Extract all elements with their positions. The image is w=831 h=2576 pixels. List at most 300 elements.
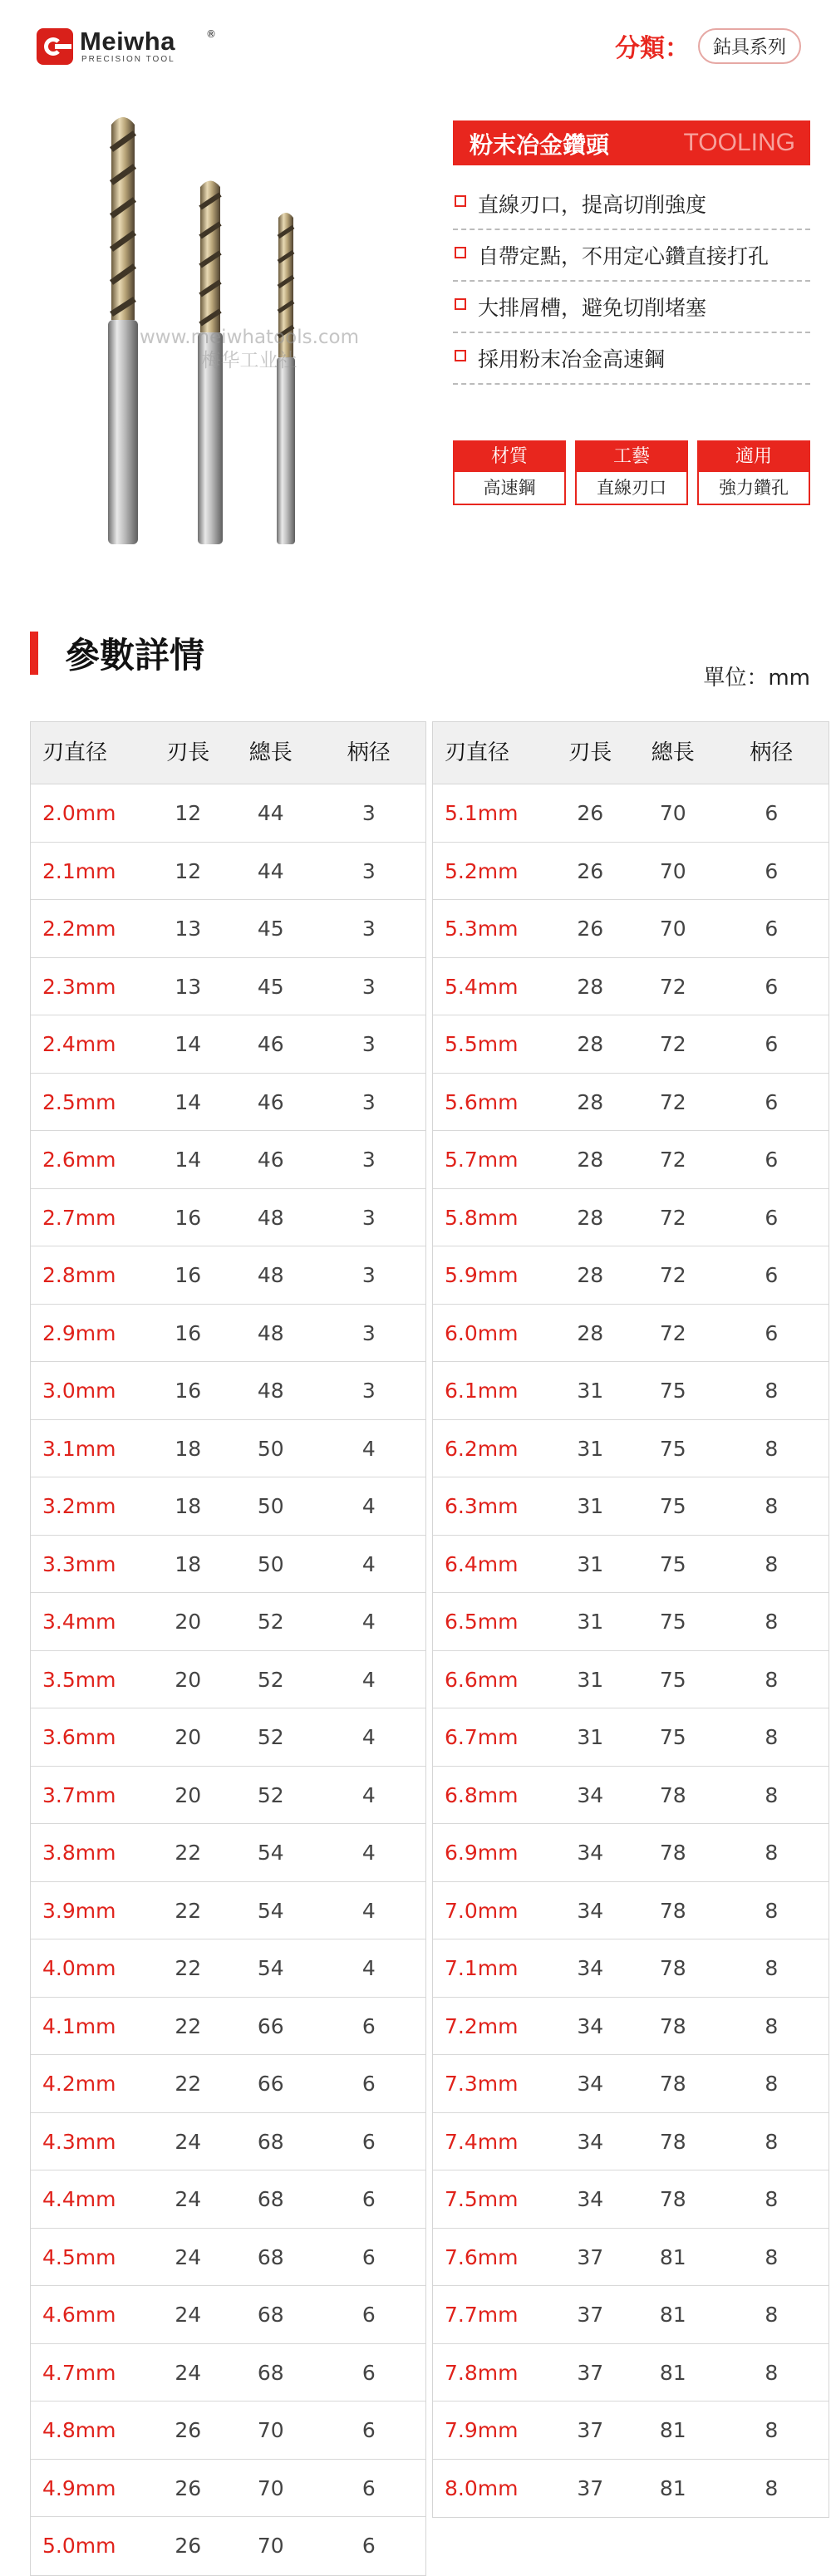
cell-overall-length: 50: [257, 1436, 284, 1461]
product-title-en: TOOLING: [683, 129, 795, 156]
table-row: [433, 784, 829, 843]
cell-shank-diameter: 4: [361, 1725, 376, 1749]
cell-overall-length: 48: [257, 1205, 284, 1230]
cell-diameter: 6.2mm: [445, 1436, 519, 1461]
cell-shank-diameter: 8: [765, 1667, 779, 1692]
cell-overall-length: 72: [659, 1320, 686, 1345]
table-row: [31, 843, 425, 901]
cell-diameter: 2.1mm: [42, 858, 116, 883]
header-diameter: 刃直径: [445, 740, 510, 765]
table-body: [433, 784, 829, 2517]
cell-overall-length: 70: [659, 917, 686, 941]
cell-shank-diameter: 4: [361, 1956, 376, 1980]
cell-shank-diameter: 8: [765, 2303, 779, 2327]
cell-flute-length: 34: [577, 2129, 604, 2154]
cell-diameter: 3.0mm: [42, 1379, 116, 1403]
unit-label: 單位：mm: [703, 666, 810, 691]
cell-overall-length: 72: [659, 974, 686, 999]
cell-overall-length: 54: [257, 1841, 284, 1865]
table-row: [433, 1189, 829, 1247]
cell-diameter: 5.0mm: [42, 2534, 116, 2558]
cell-diameter: 7.3mm: [445, 2072, 519, 2096]
cell-overall-length: 68: [257, 2244, 284, 2269]
table-row: [433, 2344, 829, 2402]
feature-item: [453, 333, 810, 385]
table-row: [433, 1246, 829, 1305]
cell-overall-length: 70: [257, 2475, 284, 2500]
table-row: [433, 2460, 829, 2518]
logo-mark-icon: [37, 28, 73, 65]
table-row: [433, 1767, 829, 1825]
section-accent-bar: [30, 632, 38, 675]
cell-overall-length: 66: [257, 2013, 284, 2038]
cell-diameter: 6.6mm: [445, 1667, 519, 1692]
table-row: [31, 1998, 425, 2056]
cell-diameter: 5.5mm: [445, 1032, 519, 1056]
cell-flute-length: 24: [175, 2129, 202, 2154]
cell-diameter: 3.3mm: [42, 1551, 116, 1576]
cell-overall-length: 45: [257, 917, 284, 941]
cell-flute-length: 16: [175, 1320, 202, 1345]
cell-diameter: 7.4mm: [445, 2129, 519, 2154]
cell-shank-diameter: 4: [361, 1610, 376, 1634]
cell-diameter: 2.2mm: [42, 917, 116, 941]
cell-shank-diameter: 6: [765, 1089, 779, 1114]
table-row: [31, 2113, 425, 2171]
table-header: [433, 722, 829, 784]
cell-diameter: 4.9mm: [42, 2475, 116, 2500]
table-row: [433, 2113, 829, 2171]
cell-shank-diameter: 4: [361, 1898, 376, 1923]
cell-overall-length: 52: [257, 1667, 284, 1692]
table-row: [31, 1477, 425, 1536]
cell-shank-diameter: 3: [361, 801, 376, 825]
cell-shank-diameter: 8: [765, 1551, 779, 1576]
table-row: [31, 1246, 425, 1305]
cell-diameter: 6.9mm: [445, 1841, 519, 1865]
cell-flute-length: 26: [175, 2475, 202, 2500]
cell-shank-diameter: 3: [361, 858, 376, 883]
table-row: [31, 1939, 425, 1998]
cell-diameter: 3.5mm: [42, 1667, 116, 1692]
header-shank-diameter: 柄径: [347, 740, 391, 765]
cell-overall-length: 46: [257, 1032, 284, 1056]
cell-shank-diameter: 6: [361, 2187, 376, 2211]
table-row: [433, 1536, 829, 1594]
cell-diameter: 3.7mm: [42, 1782, 116, 1807]
cell-diameter: 2.0mm: [42, 801, 116, 825]
cell-overall-length: 78: [659, 2129, 686, 2154]
cell-flute-length: 26: [577, 917, 604, 941]
cell-diameter: 4.0mm: [42, 1956, 116, 1980]
table-row: [31, 784, 425, 843]
cell-overall-length: 72: [659, 1148, 686, 1172]
cell-diameter: 6.3mm: [445, 1494, 519, 1518]
cell-flute-length: 13: [175, 974, 202, 999]
cell-shank-diameter: 4: [361, 1494, 376, 1518]
cell-overall-length: 70: [257, 2534, 284, 2558]
cell-flute-length: 31: [577, 1725, 604, 1749]
cell-shank-diameter: 6: [765, 974, 779, 999]
cell-overall-length: 81: [659, 2244, 686, 2269]
cell-overall-length: 75: [659, 1436, 686, 1461]
cell-flute-length: 28: [577, 1263, 604, 1287]
cell-flute-length: 13: [175, 917, 202, 941]
cell-flute-length: 22: [175, 1898, 202, 1923]
cell-shank-diameter: 6: [361, 2303, 376, 2327]
table-row: [433, 1998, 829, 2056]
cell-flute-length: 14: [175, 1032, 202, 1056]
cell-diameter: 3.2mm: [42, 1494, 116, 1518]
cell-shank-diameter: 8: [765, 1956, 779, 1980]
cell-shank-diameter: 6: [765, 1320, 779, 1345]
cell-overall-length: 78: [659, 1782, 686, 1807]
table-row: [433, 2401, 829, 2460]
header-flute-length: 刃長: [568, 740, 612, 765]
square-bullet-icon: [455, 247, 466, 258]
cell-diameter: 4.8mm: [42, 2418, 116, 2442]
cell-diameter: 4.2mm: [42, 2072, 116, 2096]
cell-flute-length: 26: [175, 2534, 202, 2558]
cell-shank-diameter: 4: [361, 1667, 376, 1692]
cell-flute-length: 31: [577, 1494, 604, 1518]
square-bullet-icon: [455, 298, 466, 310]
cell-shank-diameter: 6: [765, 801, 779, 825]
cell-flute-length: 14: [175, 1148, 202, 1172]
cell-flute-length: 28: [577, 1032, 604, 1056]
cell-flute-length: 37: [577, 2360, 604, 2385]
table-row: [31, 1420, 425, 1478]
cell-overall-length: 78: [659, 1898, 686, 1923]
cell-shank-diameter: 4: [361, 1551, 376, 1576]
cell-shank-diameter: 8: [765, 1379, 779, 1403]
cell-shank-diameter: 4: [361, 1841, 376, 1865]
category: [615, 28, 801, 63]
cell-shank-diameter: 8: [765, 1898, 779, 1923]
cell-overall-length: 75: [659, 1494, 686, 1518]
cell-flute-length: 34: [577, 2013, 604, 2038]
logo-name: Meiwha: [80, 27, 175, 56]
cell-overall-length: 75: [659, 1379, 686, 1403]
table-row: [31, 1824, 425, 1882]
cell-flute-length: 37: [577, 2303, 604, 2327]
feature-list: [453, 179, 810, 385]
header-shank-diameter: 柄径: [750, 740, 794, 765]
cell-shank-diameter: 8: [765, 1436, 779, 1461]
table-row: [31, 2229, 425, 2287]
cell-flute-length: 31: [577, 1667, 604, 1692]
cell-flute-length: 12: [175, 858, 202, 883]
cell-overall-length: 68: [257, 2129, 284, 2154]
spec-table-right: [432, 721, 829, 2518]
product-title-bar: [453, 120, 810, 165]
cell-diameter: 7.2mm: [445, 2013, 519, 2038]
table-row: [31, 900, 425, 958]
cell-shank-diameter: 6: [361, 2244, 376, 2269]
tag-title: 適用: [699, 442, 809, 472]
tag-value: 高速鋼: [483, 478, 536, 498]
feature-text: 直線刃口，提高切削強度: [478, 193, 707, 217]
table-row: [433, 2229, 829, 2287]
cell-diameter: 2.7mm: [42, 1205, 116, 1230]
cell-shank-diameter: 6: [361, 2534, 376, 2558]
cell-overall-length: 78: [659, 2072, 686, 2096]
cell-flute-length: 37: [577, 2475, 604, 2500]
cell-flute-length: 34: [577, 1841, 604, 1865]
cell-shank-diameter: 3: [361, 917, 376, 941]
cell-diameter: 3.6mm: [42, 1725, 116, 1749]
cell-diameter: 7.6mm: [445, 2244, 519, 2269]
cell-diameter: 7.8mm: [445, 2360, 519, 2385]
cell-diameter: 4.5mm: [42, 2244, 116, 2269]
cell-flute-length: 24: [175, 2360, 202, 2385]
cell-shank-diameter: 6: [765, 1263, 779, 1287]
table-row: [31, 1882, 425, 1940]
table-row: [433, 1305, 829, 1363]
cell-shank-diameter: 4: [361, 1436, 376, 1461]
cell-shank-diameter: 6: [361, 2360, 376, 2385]
cell-flute-length: 24: [175, 2187, 202, 2211]
cell-overall-length: 50: [257, 1551, 284, 1576]
cell-flute-length: 26: [577, 858, 604, 883]
feature-item: [453, 230, 810, 282]
cell-flute-length: 37: [577, 2244, 604, 2269]
cell-diameter: 7.7mm: [445, 2303, 519, 2327]
cell-flute-length: 16: [175, 1205, 202, 1230]
cell-overall-length: 66: [257, 2072, 284, 2096]
cell-flute-length: 14: [175, 1089, 202, 1114]
tag-material: [453, 440, 566, 505]
cell-diameter: 4.6mm: [42, 2303, 116, 2327]
cell-flute-length: 16: [175, 1379, 202, 1403]
cell-diameter: 5.1mm: [445, 801, 519, 825]
cell-diameter: 2.3mm: [42, 974, 116, 999]
cell-flute-length: 24: [175, 2303, 202, 2327]
table-row: [433, 1477, 829, 1536]
cell-overall-length: 52: [257, 1725, 284, 1749]
cell-overall-length: 50: [257, 1494, 284, 1518]
cell-diameter: 3.1mm: [42, 1436, 116, 1461]
cell-diameter: 5.4mm: [445, 974, 519, 999]
square-bullet-icon: [455, 350, 466, 361]
logo-registered-mark: ®: [206, 28, 216, 40]
header-diameter: 刃直径: [42, 740, 108, 765]
cell-shank-diameter: 6: [765, 1205, 779, 1230]
cell-diameter: 4.7mm: [42, 2360, 116, 2385]
cell-diameter: 4.1mm: [42, 2013, 116, 2038]
table-row: [31, 1131, 425, 1189]
cell-overall-length: 68: [257, 2187, 284, 2211]
cell-shank-diameter: 6: [765, 858, 779, 883]
cell-shank-diameter: 6: [361, 2129, 376, 2154]
header-overall-length: 總長: [651, 740, 695, 765]
tag-title: 工藝: [577, 442, 686, 472]
cell-overall-length: 81: [659, 2360, 686, 2385]
cell-overall-length: 70: [257, 2418, 284, 2442]
feature-text: 採用粉末冶金高速鋼: [478, 347, 666, 371]
table-header: [31, 722, 425, 784]
table-row: [433, 900, 829, 958]
cell-shank-diameter: 8: [765, 2360, 779, 2385]
cell-overall-length: 45: [257, 974, 284, 999]
table-row: [433, 1651, 829, 1709]
table-row: [433, 1708, 829, 1767]
tag-process: [575, 440, 688, 505]
cell-overall-length: 52: [257, 1610, 284, 1634]
cell-flute-length: 24: [175, 2244, 202, 2269]
tag-application: [697, 440, 810, 505]
cell-flute-length: 31: [577, 1379, 604, 1403]
cell-overall-length: 78: [659, 2013, 686, 2038]
cell-overall-length: 72: [659, 1032, 686, 1056]
cell-overall-length: 70: [659, 858, 686, 883]
cell-diameter: 7.5mm: [445, 2187, 519, 2211]
cell-shank-diameter: 3: [361, 1089, 376, 1114]
cell-shank-diameter: 3: [361, 1205, 376, 1230]
cell-diameter: 2.4mm: [42, 1032, 116, 1056]
cell-flute-length: 20: [175, 1610, 202, 1634]
cell-flute-length: 22: [175, 2072, 202, 2096]
cell-overall-length: 48: [257, 1320, 284, 1345]
table-row: [31, 1593, 425, 1651]
cell-diameter: 6.7mm: [445, 1725, 519, 1749]
feature-item: [453, 179, 810, 230]
cell-flute-length: 22: [175, 2013, 202, 2038]
table-row: [31, 958, 425, 1016]
feature-text: 自帶定點，不用定心鑽直接打孔: [478, 244, 770, 268]
cell-shank-diameter: 3: [361, 974, 376, 999]
table-row: [31, 1305, 425, 1363]
table-row: [433, 2286, 829, 2344]
cell-shank-diameter: 8: [765, 1841, 779, 1865]
cell-overall-length: 54: [257, 1956, 284, 1980]
cell-flute-length: 34: [577, 2187, 604, 2211]
cell-overall-length: 68: [257, 2303, 284, 2327]
cell-flute-length: 20: [175, 1725, 202, 1749]
watermark-url: www.meiwhatools.com: [139, 327, 360, 348]
cell-flute-length: 18: [175, 1551, 202, 1576]
cell-flute-length: 16: [175, 1263, 202, 1287]
category-badge[interactable]: 鈷具系列: [698, 28, 801, 64]
section-title: 參數詳情: [65, 635, 205, 676]
feature-item: [453, 282, 810, 333]
cell-shank-diameter: 8: [765, 1610, 779, 1634]
drill-small-icon: [277, 213, 295, 544]
table-row: [433, 1015, 829, 1074]
cell-shank-diameter: 3: [361, 1320, 376, 1345]
cell-shank-diameter: 8: [765, 2187, 779, 2211]
cell-overall-length: 72: [659, 1263, 686, 1287]
cell-flute-length: 34: [577, 1782, 604, 1807]
table-row: [433, 1824, 829, 1882]
table-row: [433, 843, 829, 901]
cell-flute-length: 26: [577, 801, 604, 825]
cell-overall-length: 78: [659, 2187, 686, 2211]
cell-flute-length: 28: [577, 1320, 604, 1345]
cell-diameter: 5.2mm: [445, 858, 519, 883]
cell-overall-length: 54: [257, 1898, 284, 1923]
table-row: [31, 1189, 425, 1247]
cell-flute-length: 20: [175, 1667, 202, 1692]
cell-overall-length: 48: [257, 1263, 284, 1287]
cell-diameter: 6.8mm: [445, 1782, 519, 1807]
cell-flute-length: 28: [577, 974, 604, 999]
cell-overall-length: 75: [659, 1725, 686, 1749]
table-row: [31, 2344, 425, 2402]
cell-flute-length: 18: [175, 1494, 202, 1518]
cell-flute-length: 18: [175, 1436, 202, 1461]
cell-shank-diameter: 3: [361, 1032, 376, 1056]
cell-shank-diameter: 8: [765, 2013, 779, 2038]
table-row: [433, 1939, 829, 1998]
cell-diameter: 7.9mm: [445, 2418, 519, 2442]
cell-overall-length: 78: [659, 1841, 686, 1865]
cell-shank-diameter: 6: [765, 1148, 779, 1172]
cell-diameter: 6.0mm: [445, 1320, 519, 1345]
cell-shank-diameter: 6: [765, 917, 779, 941]
cell-shank-diameter: 8: [765, 1494, 779, 1518]
cell-shank-diameter: 8: [765, 1782, 779, 1807]
table-row: [31, 2170, 425, 2229]
table-row: [31, 2055, 425, 2113]
table-row: [31, 1651, 425, 1709]
table-row: [433, 2170, 829, 2229]
cell-shank-diameter: 6: [361, 2013, 376, 2038]
cell-diameter: 7.0mm: [445, 1898, 519, 1923]
cell-shank-diameter: 8: [765, 2475, 779, 2500]
square-bullet-icon: [455, 195, 466, 207]
spec-tags: [453, 440, 810, 507]
brand-logo: [37, 27, 216, 65]
table-row: [31, 1767, 425, 1825]
cell-diameter: 5.3mm: [445, 917, 519, 941]
table-row: [31, 1536, 425, 1594]
table-row: [31, 1708, 425, 1767]
feature-text: 大排屑槽，避免切削堵塞: [478, 296, 707, 320]
cell-shank-diameter: 8: [765, 2072, 779, 2096]
table-body: [31, 784, 425, 2575]
cell-flute-length: 31: [577, 1610, 604, 1634]
header-overall-length: 總長: [248, 740, 293, 765]
cell-diameter: 4.4mm: [42, 2187, 116, 2211]
cell-diameter: 7.1mm: [445, 1956, 519, 1980]
cell-diameter: 8.0mm: [445, 2475, 519, 2500]
product-title: 粉末冶金鑽頭: [470, 131, 610, 159]
cell-overall-length: 46: [257, 1089, 284, 1114]
tag-value: 直線刃口: [597, 478, 666, 498]
cell-flute-length: 12: [175, 801, 202, 825]
cell-overall-length: 48: [257, 1379, 284, 1403]
category-label: 分類：: [614, 34, 690, 63]
cell-diameter: 6.5mm: [445, 1610, 519, 1634]
cell-shank-diameter: 6: [765, 1032, 779, 1056]
cell-flute-length: 26: [175, 2418, 202, 2442]
cell-diameter: 3.9mm: [42, 1898, 116, 1923]
cell-diameter: 5.8mm: [445, 1205, 519, 1230]
cell-overall-length: 81: [659, 2303, 686, 2327]
cell-overall-length: 78: [659, 1956, 686, 1980]
cell-shank-diameter: 3: [361, 1379, 376, 1403]
cell-shank-diameter: 8: [765, 2129, 779, 2154]
cell-overall-length: 44: [257, 858, 284, 883]
cell-overall-length: 52: [257, 1782, 284, 1807]
table-row: [31, 2460, 425, 2518]
cell-overall-length: 68: [257, 2360, 284, 2385]
cell-flute-length: 31: [577, 1551, 604, 1576]
cell-overall-length: 81: [659, 2418, 686, 2442]
table-row: [433, 1362, 829, 1420]
cell-diameter: 4.3mm: [42, 2129, 116, 2154]
